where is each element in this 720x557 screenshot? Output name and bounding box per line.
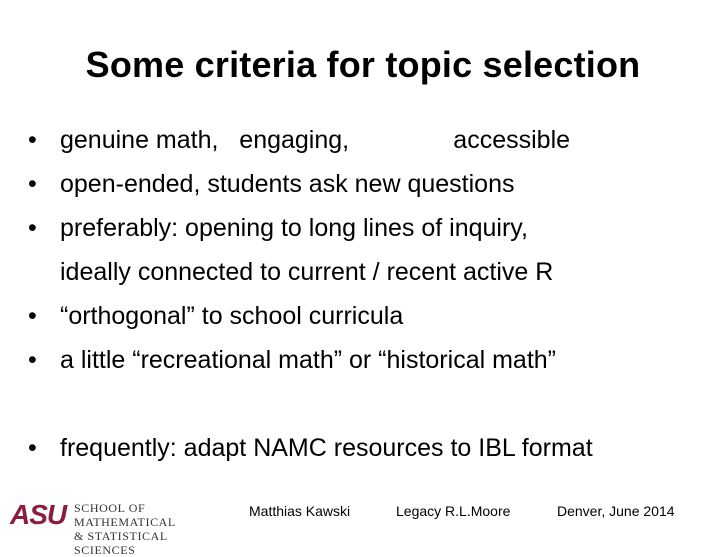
- bullet-dot-icon: •: [28, 214, 37, 242]
- bullet-item: [28, 206, 708, 294]
- bullet-item: [28, 426, 708, 470]
- bullet-text: frequently: adapt NAMC resources to IBL format: [60, 434, 593, 462]
- bullet-text: “orthogonal” to school curricula: [60, 302, 404, 330]
- bullet-dot-icon: •: [28, 170, 37, 198]
- asu-logo: [10, 499, 220, 557]
- bullet-list: [28, 118, 708, 470]
- footer-author: Matthias Kawski: [249, 503, 351, 519]
- bullet-item: [28, 118, 708, 162]
- bullet-item: [28, 162, 708, 206]
- bullet-text-continued: ideally connected to current / recent active R: [60, 258, 554, 286]
- slide-title: Some criteria for topic selection: [85, 44, 641, 85]
- bullet-dot-icon: •: [28, 346, 37, 374]
- bullet-item: [28, 338, 708, 382]
- bullet-item: [28, 294, 708, 338]
- logo-line-1: SCHOOL OF MATHEMATICAL: [74, 501, 176, 529]
- bullet-text: open-ended, students ask new questions: [60, 170, 515, 198]
- bullet-dot-icon: •: [28, 126, 37, 154]
- logo-line-2: & STATISTICAL SCIENCES: [74, 529, 168, 557]
- asu-logo-text: [74, 501, 220, 557]
- bullet-text: a little “recreational math” or “historical math”: [60, 346, 556, 374]
- asu-logo-mark: ASU: [10, 499, 67, 530]
- footer-event: Legacy R.L.Moore: [396, 503, 511, 519]
- slide-footer: [0, 490, 720, 557]
- bullet-dot-icon: •: [28, 302, 37, 330]
- footer-place-date: Denver, June 2014: [557, 503, 675, 519]
- bullet-text: preferably: opening to long lines of inquiry,: [60, 214, 528, 242]
- bullet-text: genuine math, engaging, accessible: [60, 126, 571, 154]
- bullet-dot-icon: •: [28, 434, 37, 462]
- spacer: [28, 382, 708, 426]
